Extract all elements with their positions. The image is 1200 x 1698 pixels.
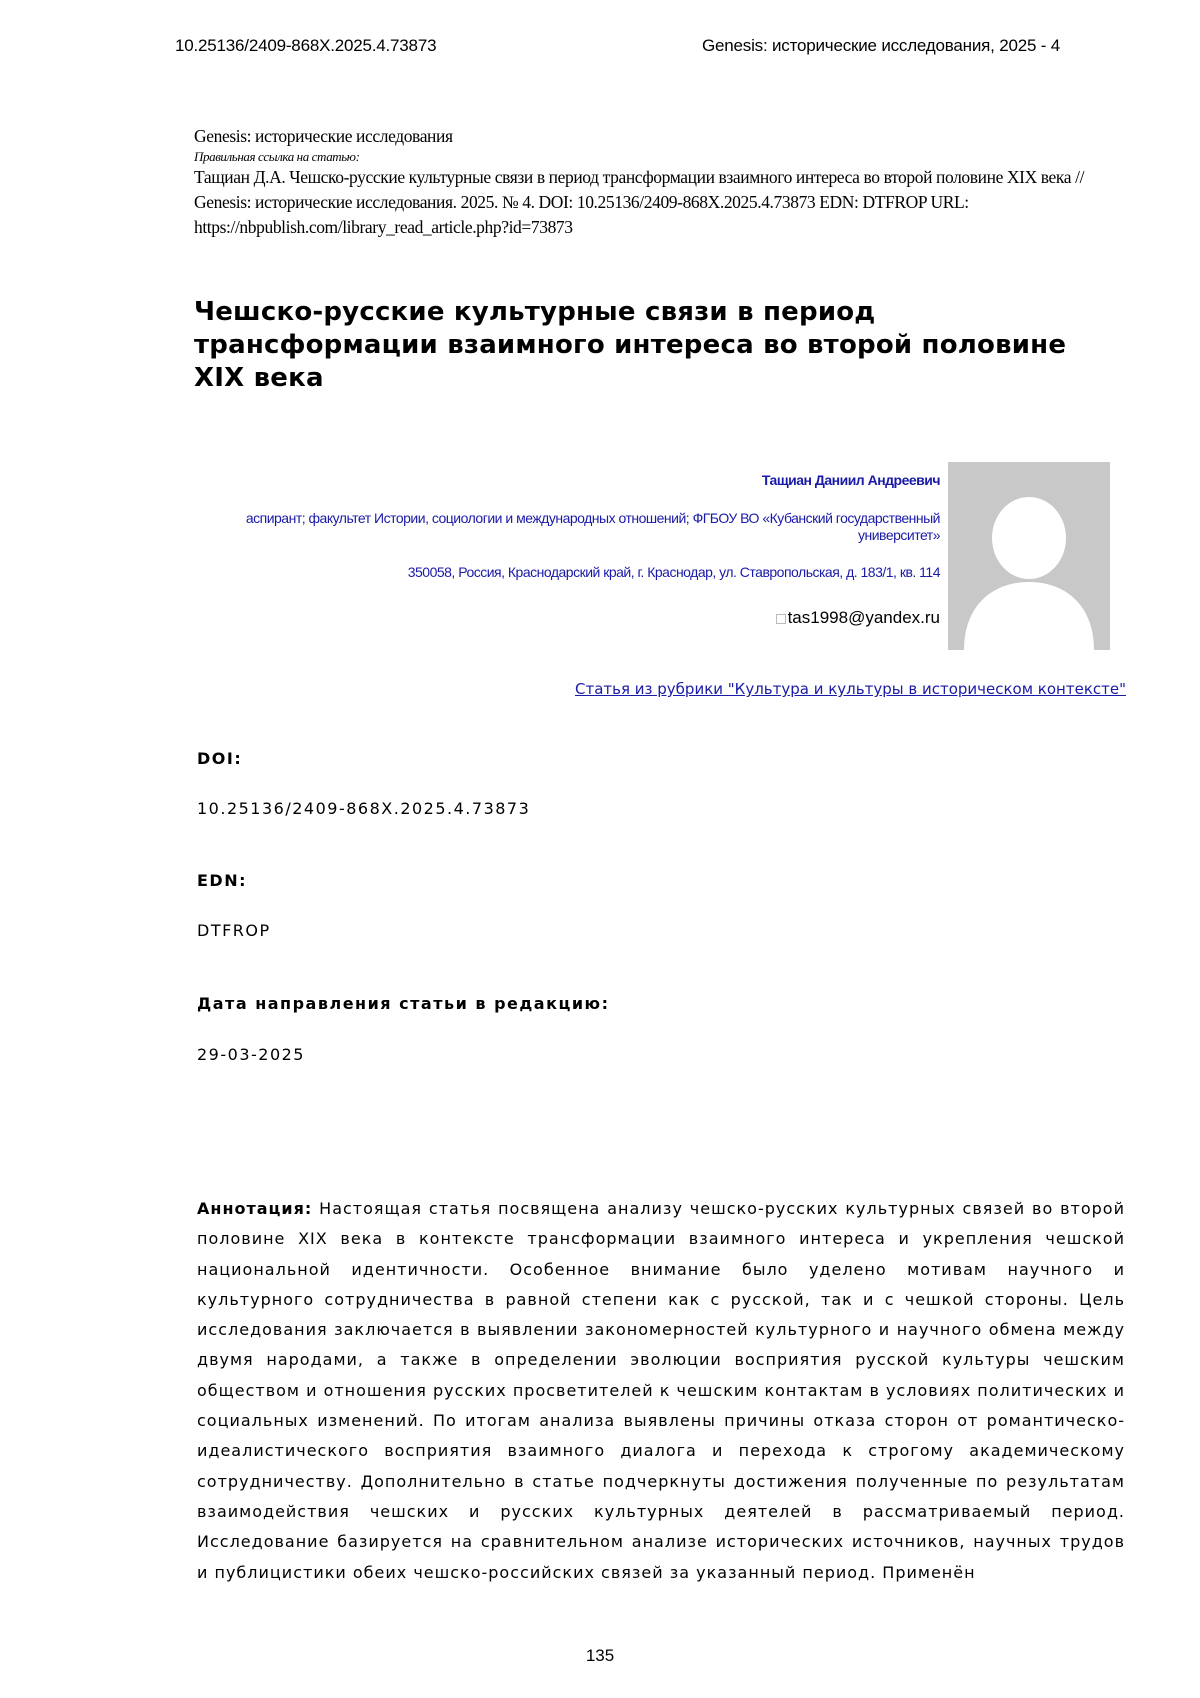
submission-date-value: 29-03-2025 [197,1045,305,1064]
mail-icon [776,614,786,624]
citation-journal: Genesis: исторические исследования [194,124,1114,149]
doi-value[interactable]: 10.25136/2409-868X.2025.4.73873 [197,799,530,818]
submission-date-label: Дата направления статьи в редакцию: [197,994,609,1013]
header-doi: 10.25136/2409-868X.2025.4.73873 [175,36,436,56]
author-address: 350058, Россия, Краснодарский край, г. Краснодар, ул. Ставропольская, д. 183/1, кв. 114 [240,564,940,580]
abstract-label: Аннотация: [197,1199,312,1218]
abstract-text: Настоящая статья посвящена анализу чешско-русских культурных связей во второй половине XIX века в контексте трансформации взаимного интереса и укрепления чешской национальной идентичности. Особенное внимание было уделено мотивам научного и культурного сотрудничества в равной степени как с русской, так и с чешкой стороны. Цель исследования заключается в выявлении закономерностей культурного и научного обмена между двумя народами, а также в определении эволюции восприятия русской культуры чешским обществом и отношения русских просветителей к чешским контактам в условиях политических и социальных изменений. По итогам анализа выявлены причины отказа сторон от романтическо-идеалистического восприятия взаимного диалога и перехода к строгому академическому сотрудничеству. Дополнительно в статье подчеркнуты достижения полученные по результатам взаимодействия чешских и русских культурных деятелей в рассматриваемый период. Исследование базируется на сравнительном анализе исторических источников, научных трудов и публицистики обеих чешско-российских связей за указанный период. Применён [197,1199,1125,1582]
author-name[interactable]: Тащиан Даниил Андреевич [240,472,940,488]
citation-reference[interactable]: Тащиан Д.А. Чешско-русские культурные связи в период трансформации взаимного интереса во второй половине XIX века // Genesis: исторические исследования. 2025. № 4. DOI: 10.25136/2409-868X.2025.4.73873 EDN: DTFROP URL: https://nbpublish.com/library_read_article.php?id=73873 [194,167,1084,237]
edn-label: EDN: [197,871,247,890]
person-silhouette-icon [948,462,1110,650]
page-number: 135 [0,1646,1200,1666]
rubric-link[interactable]: Статья из рубрики "Культура и культуры в историческом контексте" [575,680,1126,698]
doi-label: DOI: [197,749,242,768]
citation-note: Правильная ссылка на статью: [194,149,1114,164]
author-affiliation: аспирант; факультет Истории, социологии и международных отношений; ФГБОУ ВО «Кубанский государственный университет» [240,510,940,544]
author-email[interactable] [760,608,940,628]
author-avatar [948,462,1110,650]
header-journal-issue: Genesis: исторические исследования, 2025 - 4 [702,36,1060,56]
article-title: Чешско-русские культурные связи в период трансформации взаимного интереса во второй половине XIX века [194,296,1124,395]
author-block [240,472,940,580]
abstract [197,1194,1125,1588]
citation-block [194,124,1114,240]
edn-value: DTFROP [197,921,271,940]
author-email-text[interactable]: tas1998@yandex.ru [788,608,940,627]
